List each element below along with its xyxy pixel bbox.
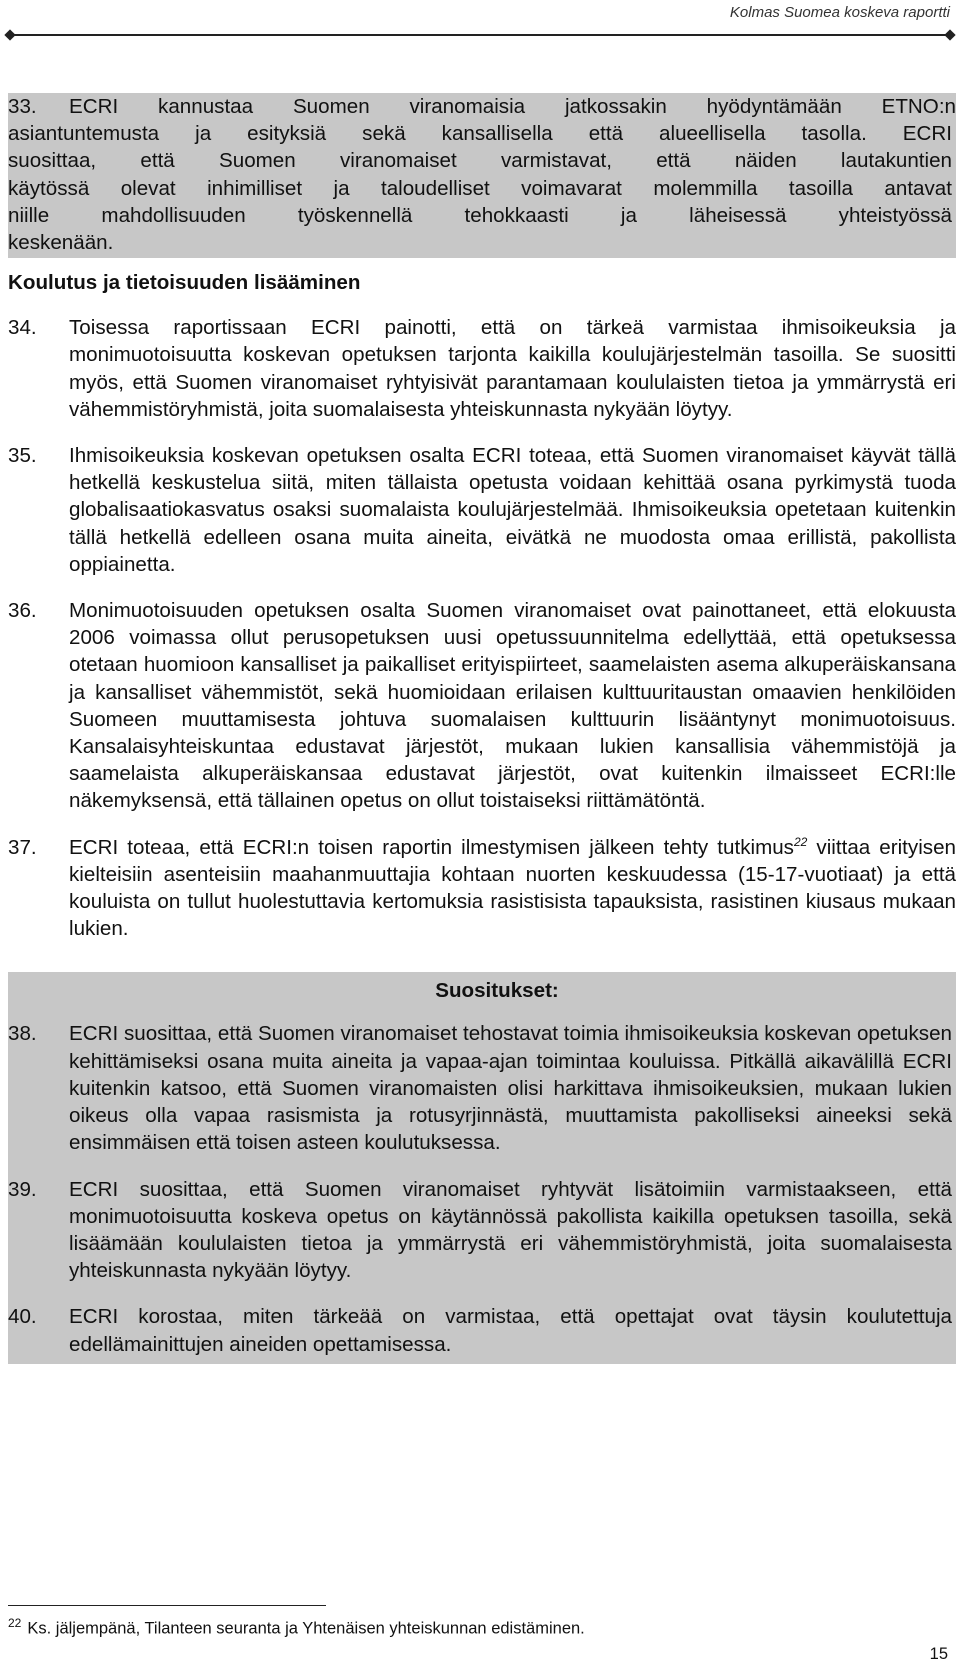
paragraph-33-continued — [8, 120, 956, 258]
running-header: Kolmas Suomea koskeva raportti — [729, 4, 950, 21]
recommendations-header — [8, 972, 956, 1010]
document-body — [8, 93, 956, 1364]
paragraph-number: 34. — [8, 316, 37, 340]
text-line: käytössä olevat inhimilliset ja taloudelliset voimavarat molemmilla tasoilla antavat — [8, 176, 952, 200]
paragraph-text — [69, 93, 956, 120]
paragraph-34 — [8, 314, 956, 423]
text-line: suosittaa, että Suomen viranomaiset varmistavat, että näiden lautakuntien — [8, 149, 952, 173]
paragraph-text: Monimuotoisuuden opetuksen osalta Suomen viranomaiset ovat painottaneet, että elokuusta 2006 voimassa ollut perusopetuksen uusi opetussuunnitelma edellyttää, että opetuksessa otetaan huomioon kansalliset ja paikalliset erityispiirteet, saamelaisten asema alkuperäiskansana ja kansalliset vähemmistöt, sekä huomioidaan erilaisen kulttuuritaustan omaavien henkilöiden Suomeen muuttamisesta johtuva suomalaisen kulttuurin lisääntynyt monimuotoisuus. Kansalaisyhteiskuntaa edustavat järjestöt, mukaan lukien kansallisia vähemmistöjä ja saamelaista alkuperäiskansaa edustavat järjestöt, ovat kuitenkin ilmaisseet ECRI:lle näkemyksensä, että tällainen opetus on ollut toistaiseksi riittämätöntä. — [69, 599, 956, 813]
paragraph-33 — [8, 93, 956, 120]
paragraph-text: Ihmisoikeuksia koskevan opetuksen osalta ECRI toteaa, että Suomen viranomaiset käyvät tällä hetkellä keskustelua siitä, miten tällaista opetusta voidaan kehittää osana pyrkimystä tuoda globalisaatiokasvatus osaksi suomalaista koulujärjestelmää. Ihmisoikeuksia opetetaan kuitenkin tällä hetkellä edelleen osana muita aineita, eivätkä ne muodosta omaa erillistä, pakollista oppiainetta. — [69, 444, 956, 576]
paragraph-37 — [8, 834, 956, 943]
text-line: niille mahdollisuuden työskennellä tehokkaasti ja läheisessä yhteistyössä — [8, 203, 952, 227]
footnote — [8, 1616, 585, 1639]
footnote-number: 22 — [8, 1616, 22, 1630]
paragraph-38 — [8, 1020, 956, 1156]
footnote-reference[interactable]: 22 — [793, 834, 808, 849]
paragraph-text: ECRI suosittaa, että Suomen viranomaiset ryhtyvät lisätoimiin varmistaakseen, että monimuotoisuutta koskeva opetus on käytännössä pakollista kaikilla opetuksen tasoilla, sekä lisäämään koululaisten tietoa ja ymmärrystä eri vähemmistöryhmistä, joita suomalaisesta yhteiskunnasta nykyään löytyy. — [69, 1177, 952, 1283]
footnote-separator — [8, 1605, 326, 1606]
paragraph-number: 35. — [8, 444, 37, 468]
paragraph-40 — [8, 1303, 956, 1357]
paragraph-number: 38. — [8, 1022, 37, 1046]
text-segment: ECRI toteaa, että ECRI:n toisen raportin ilmestymisen jälkeen tehty tutkimus — [69, 835, 794, 859]
paragraph-number: 37. — [8, 835, 37, 859]
paragraph-text: Toisessa raportissaan ECRI painotti, että on tärkeä varmistaa ihmisoikeuksia ja monimuotoisuutta koskevan opetuksen tarjonta kaikilla koulujärjestelmän tasoilla. Se suositti myös, että Suomen viranomaiset ryhtyisivät parantamaan koululaisten tietoa ja ymmärrystä eri vähemmistöryhmistä, joita suomalaisesta yhteiskunnasta nykyään löytyy. — [69, 316, 956, 421]
text-line: ECRI kannustaa Suomen viranomaisia jatkossakin hyödyntämään ETNO:n — [69, 95, 956, 118]
paragraph-35 — [8, 442, 956, 578]
paragraph-text: ECRI korostaa, miten tärkeää on varmistaa, että opettajat ovat täysin koulutettuja edellämainittujen aineiden opettamisessa. — [69, 1305, 952, 1356]
section-heading: Koulutus ja tietoisuuden lisääminen — [8, 271, 361, 295]
text-line: keskenään. — [8, 231, 114, 255]
paragraph-number: 40. — [8, 1305, 37, 1329]
paragraph-39 — [8, 1176, 956, 1285]
text-segment: viittaa erityisen kielteisiin asenteisiin maahanmuuttajia kohtaan nuorten keskuudessa (15-17-vuotiaat) ja että kouluista on tullut huolestuttavia kertomuksia rasistisista tapauksista, rasistinen kiusaus mukaan lukien. — [69, 835, 956, 941]
header-rule — [8, 34, 952, 36]
footnote-text: Ks. jäljempänä, Tilanteen seuranta ja Yhtenäisen yhteiskunnan edistäminen. — [27, 1619, 585, 1638]
paragraph-text: ECRI suosittaa, että Suomen viranomaiset tehostavat toimia ihmisoikeuksia koskevan opetuksen kehittämiseksi osana muita aineita ja vapaa-ajan toimintaa kouluissa. Pitkällä aikavälillä ECRI kuitenkin katsoo, että Suomen viranomaisten olisi harkittava ihmisoikeuksien, mukaan lukien oikeus olla vapaa rasismista ja rotusyrjinnästä, muuttamista pakolliseksi aineeksi sekä ensimmäisen että toisen asteen koulutuksessa. — [69, 1022, 952, 1155]
recommendations-block — [8, 1010, 956, 1363]
paragraph-number: 36. — [8, 599, 37, 623]
recommendations-title: Suositukset: — [435, 979, 559, 1003]
paragraph-text — [69, 834, 956, 943]
paragraph-36 — [8, 597, 956, 815]
paragraph-number: 39. — [8, 1177, 37, 1201]
text-line: asiantuntemusta ja esityksiä sekä kansallisella että alueellisella tasolla. ECRI — [8, 122, 952, 146]
paragraph-number: 33. — [8, 95, 37, 118]
page-number: 15 — [929, 1645, 948, 1663]
